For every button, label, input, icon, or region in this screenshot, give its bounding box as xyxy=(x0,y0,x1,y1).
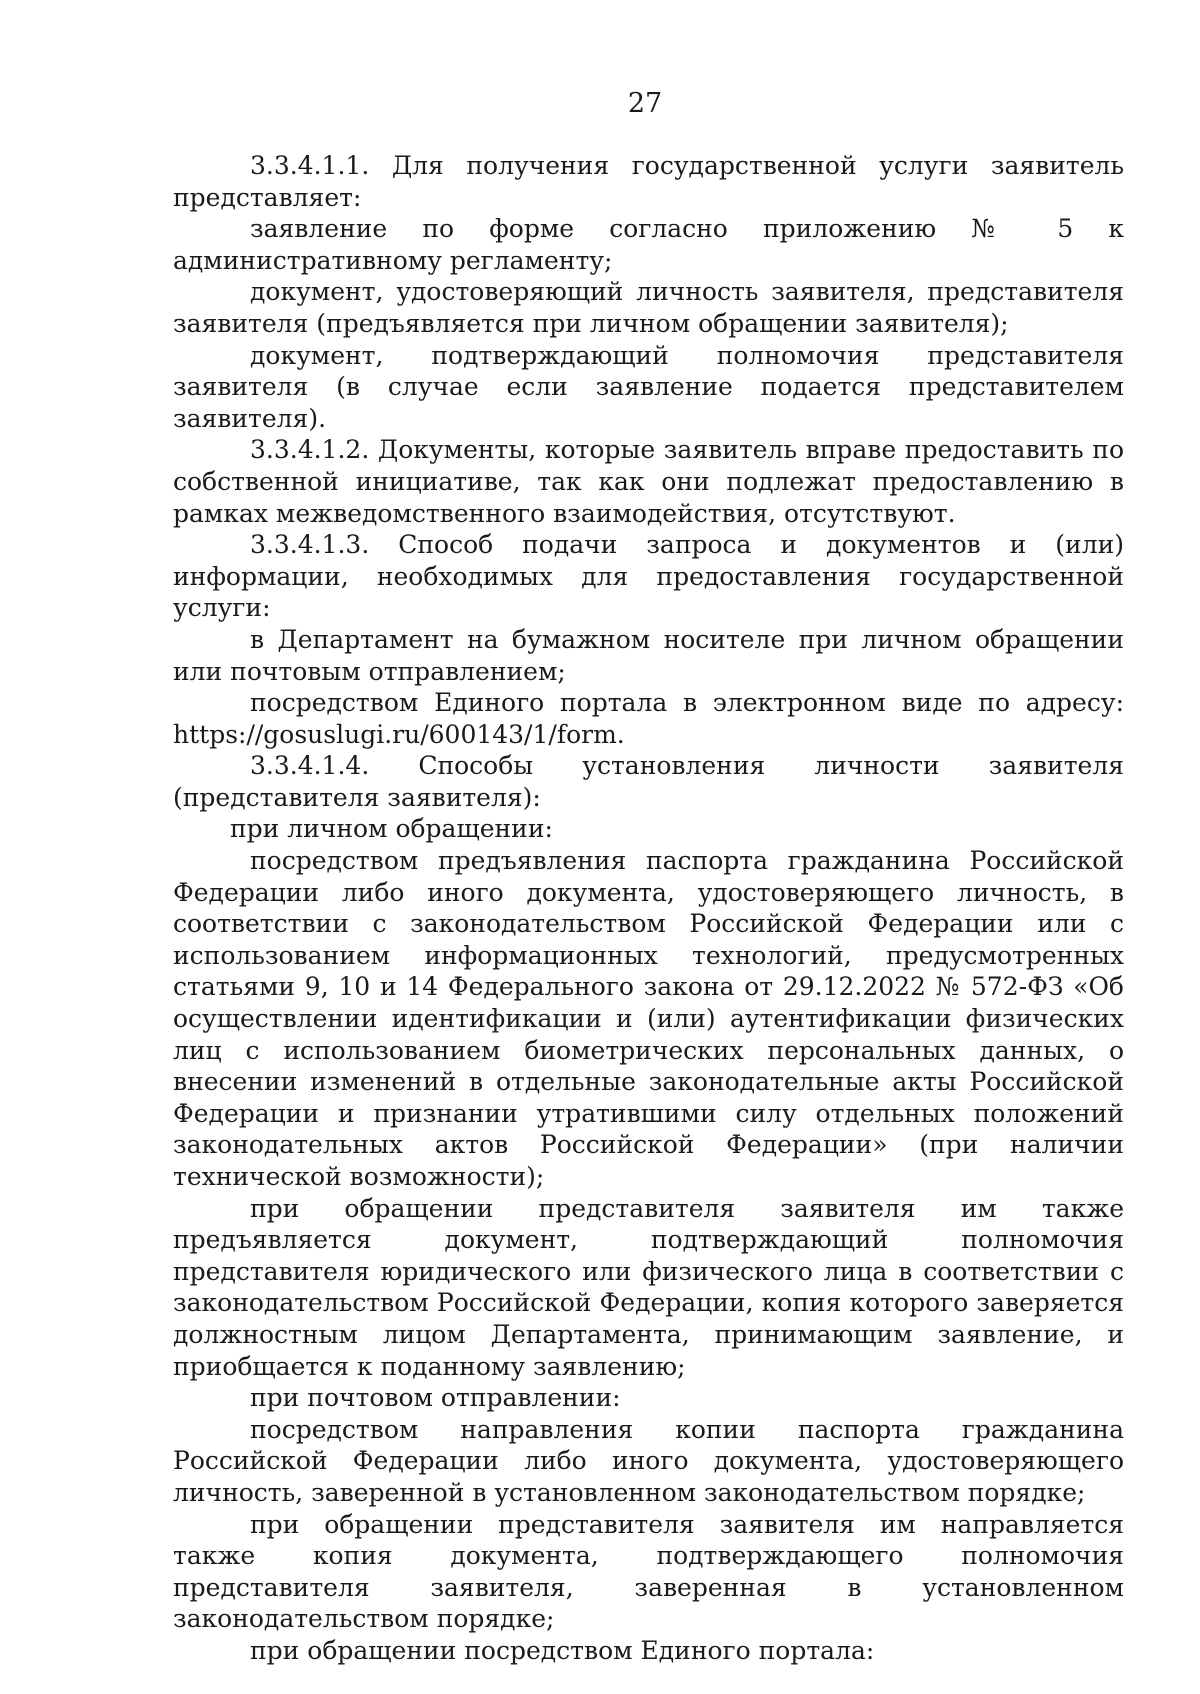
paragraph-paper-submission: в Департамент на бумажном носителе при личном обращении или почтовым отправлением; xyxy=(173,624,1124,686)
paragraph-application-form: заявление по форме согласно приложению № 5 к административному регламенту; xyxy=(173,214,1124,275)
paragraph-postal-representative: при обращении представителя заявителя им направляется также копия документа, подтверждающего полномочия представителя заявителя, заверенная в установленном законодательством порядке; xyxy=(173,1509,1124,1634)
paragraph-passport-presentation: посредством предъявления паспорта гражданина Российской Федерации либо иного документа, удостоверяющего личность, в соответствии с законодательством Российской Федерации или с использованием информационных технологий, предусмотренных статьями 9, 10 и 14 Федерального закона от 29.12.2022 № 572-ФЗ «Об осуществлении идентификации и (или) аутентификации физических лиц с использованием биометрических персональных данных, о внесении изменений в отдельные законодательные акты Российской Федерации и признании утратившими силу отдельных положений законодательных актов Российской Федерации» (при наличии технической возможности); xyxy=(173,846,1124,1191)
paragraph-representative-visit: при обращении представителя заявителя им также предъявляется документ, подтверждающий полномочия представителя юридического или физического лица в соответствии с законодательством Российской Федерации, копия которого заверяется должностным лицом Департамента, принимающим заявление, и приобщается к поданному заявлению; xyxy=(173,1193,1124,1381)
paragraph-postal-passport-copy: посредством направления копии паспорта гражданина Российской Федерации либо иного документа, удостоверяющего личность, заверенной в установленном законодательством порядке; xyxy=(173,1414,1124,1507)
paragraph-3-3-4-1-2: 3.3.4.1.2. Документы, которые заявитель вправе предоставить по собственной инициативе, так как они подлежат предоставлению в рамках межведомственного взаимодействия, отсутствуют. xyxy=(173,435,1124,528)
paragraph-portal-submission: посредством Единого портала в электронном виде по адресу: https://gosuslugi.ru/600143/1/form. xyxy=(173,688,1124,749)
paragraph-3-3-4-1-1: 3.3.4.1.1. Для получения государственной услуги заявитель представляет: xyxy=(173,151,1124,212)
paragraph-authority-document: документ, подтверждающий полномочия представителя заявителя (в случае если заявление подается представителем заявителя). xyxy=(173,340,1124,433)
paragraph-identity-document: документ, удостоверяющий личность заявителя, представителя заявителя (предъявляется при личном обращении заявителя); xyxy=(173,277,1124,338)
paragraph-3-3-4-1-3: 3.3.4.1.3. Способ подачи запроса и документов и (или) информации, необходимых для предоставления государственной услуги: xyxy=(173,530,1124,623)
paragraph-portal-heading: при обращении посредством Единого портала: xyxy=(250,1635,875,1665)
document-body xyxy=(173,150,1124,1667)
page-number: 27 xyxy=(627,88,663,119)
paragraph-3-3-4-1-4: 3.3.4.1.4. Способы установления личности заявителя (представителя заявителя): xyxy=(173,751,1124,812)
paragraph-personal-visit: при личном обращении: xyxy=(230,814,553,844)
paragraph-postal-heading: при почтовом отправлении: xyxy=(250,1383,621,1413)
